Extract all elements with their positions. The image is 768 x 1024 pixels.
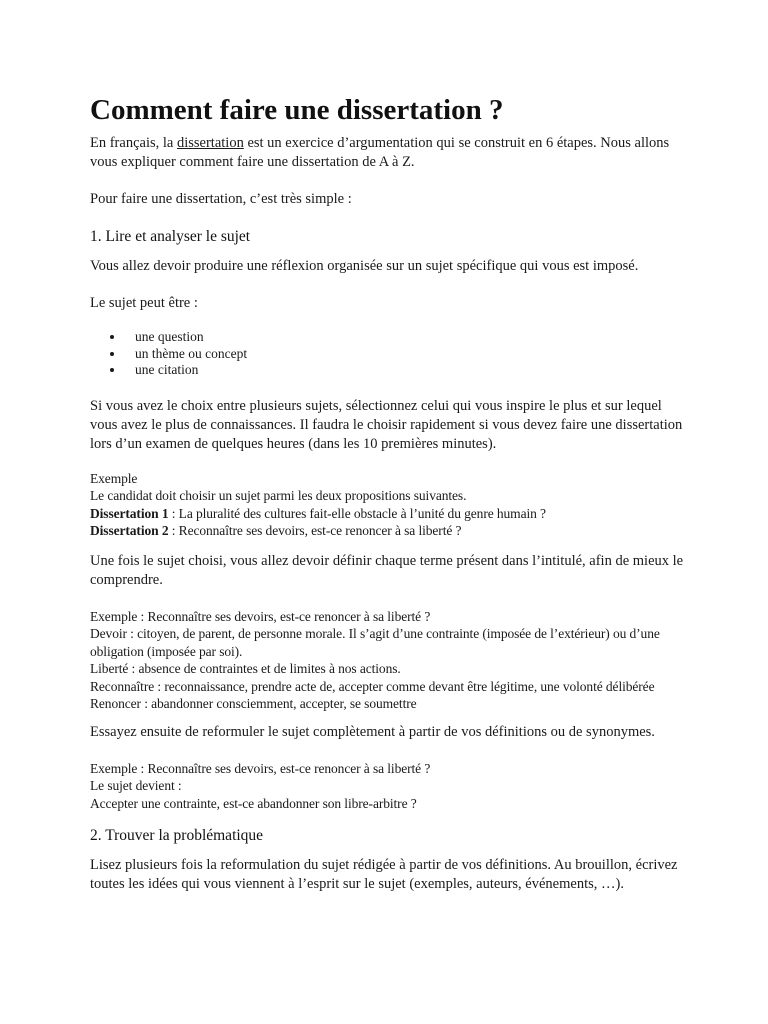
section-1-paragraph-5: Essayez ensuite de reformuler le sujet complètement à partir de vos définitions ou de synonymes. — [90, 723, 655, 740]
subject-types-list — [90, 329, 690, 379]
list-item: une question — [135, 329, 690, 346]
example-label: Exemple — [90, 470, 138, 486]
definition-renoncer: Renoncer : abandonner consciemment, accepter, se soumettre — [90, 696, 417, 711]
dissertation-2-line: Dissertation 2 : Reconnaître ses devoirs, est-ce renoncer à sa liberté ? — [90, 523, 462, 538]
definition-reconnaitre: Reconnaître : reconnaissance, prendre acte de, accepter comme devant être légitime, une volonté délibérée — [90, 678, 655, 694]
list-item: un thème ou concept — [135, 346, 690, 363]
example-block-1 — [90, 470, 690, 540]
lead-paragraph: Pour faire une dissertation, c’est très simple : — [90, 191, 352, 207]
example-line: Exemple : Reconnaître ses devoirs, est-ce renoncer à sa liberté ? — [90, 608, 431, 624]
definition-devoir: Devoir : citoyen, de parent, de personne morale. Il s’agit d’une contrainte (imposée de l’extérieur) ou d’une obligation (imposée par soi). — [90, 626, 660, 659]
example-block-2 — [90, 608, 690, 713]
section-1-paragraph-3: Si vous avez le choix entre plusieurs sujets, sélectionnez celui qui vous inspire le plus et sur lequel vous avez le plus de connaissances. Il faudra le choisir rapidement si vous devez faire une dissertation lors d’un examen de quelques heures (dans les 10 premières minutes). — [90, 397, 683, 452]
section-1-paragraph-1: Vous allez devoir produire une réflexion organisée sur un sujet spécifique qui vous est imposé. — [90, 258, 639, 274]
section-1-heading: 1. Lire et analyser le sujet — [90, 228, 251, 245]
example-line: Le candidat doit choisir un sujet parmi les deux propositions suivantes. — [90, 488, 467, 503]
page-title: Comment faire une dissertation ? — [90, 94, 504, 126]
document-content — [90, 92, 690, 894]
example-block-3 — [90, 760, 690, 813]
dissertation-1-line: Dissertation 1 : La pluralité des cultures fait-elle obstacle à l’unité du genre humain ? — [90, 505, 546, 521]
section-1-paragraph-2: Le sujet peut être : — [90, 295, 198, 311]
intro-paragraph: En français, la dissertation est un exercice d’argumentation qui se construit en 6 étapes. Nous allons vous expliquer comment faire une dissertation de A à Z. — [90, 135, 670, 170]
definition-liberte: Liberté : absence de contraintes et de limites à nos actions. — [90, 661, 401, 676]
list-item: une citation — [135, 362, 690, 379]
example-line: Le sujet devient : — [90, 778, 182, 793]
dissertation-link[interactable]: dissertation — [176, 135, 244, 151]
section-2-paragraph-1: Lisez plusieurs fois la reformulation du sujet rédigée à partir de vos définitions. Au brouillon, écrivez toutes les idées qui vous viennent à l’esprit sur le sujet (exemples, auteurs, événements, …). — [90, 857, 678, 892]
section-2-heading: 2. Trouver la problématique — [90, 827, 264, 844]
example-line: Accepter une contrainte, est-ce abandonner son libre-arbitre ? — [90, 795, 417, 811]
section-1-paragraph-4: Une fois le sujet choisi, vous allez devoir définir chaque terme présent dans l’intitulé, afin de mieux le comprendre. — [90, 552, 684, 588]
example-line: Exemple : Reconnaître ses devoirs, est-ce renoncer à sa liberté ? — [90, 760, 431, 776]
